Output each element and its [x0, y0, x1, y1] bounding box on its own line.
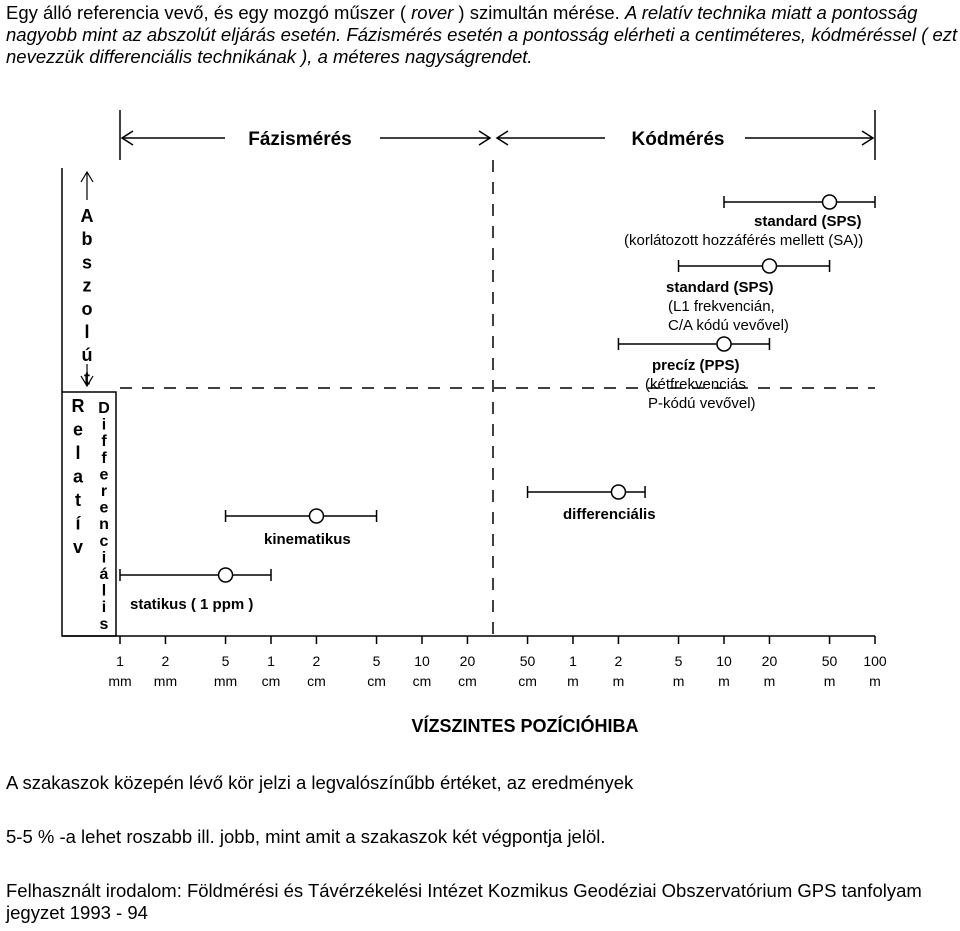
x-axis-title: VÍZSZINTES POZÍCIÓHIBA: [411, 716, 639, 736]
reference-text: Felhasznált irodalom: Földmérési és Távérzékelési Intézet Kozmikus Geodéziai Obszervatórium GPS tanfolyam jegyzet 1993 - 94: [6, 880, 922, 923]
x-tick-unit: m: [718, 673, 730, 689]
relative-letter: a: [72, 466, 84, 487]
relative-letter: v: [72, 537, 84, 557]
x-tick-number: 20: [761, 653, 778, 669]
relative-letter: R: [71, 396, 85, 416]
x-tick-number: 5: [372, 653, 381, 669]
differential-letter: f: [101, 433, 107, 451]
x-tick-unit: m: [567, 673, 579, 689]
range-center-circle: [717, 337, 731, 351]
differential-letter: s: [99, 615, 109, 633]
code-label: Kódmérés: [631, 129, 725, 150]
x-tick-unit: cm: [307, 673, 326, 689]
x-tick-number: 2: [161, 653, 170, 669]
accuracy-ranges: [120, 195, 875, 613]
x-tick-number: 5: [221, 653, 230, 669]
absolute-letter: z: [82, 275, 92, 296]
range-label: statikus ( 1 ppm ): [130, 596, 254, 613]
x-tick-unit: m: [869, 673, 881, 689]
differential-letter: f: [101, 449, 107, 467]
x-tick-number: 10: [716, 653, 732, 669]
range-center-circle: [611, 485, 625, 499]
x-tick-unit: cm: [261, 673, 281, 689]
x-tick-unit: cm: [458, 673, 477, 689]
differential-letter: i: [101, 549, 107, 567]
range-0: [624, 195, 875, 249]
x-tick-unit: m: [823, 673, 836, 689]
x-tick-unit: cm: [412, 673, 432, 689]
range-label: (L1 frekvencián,: [668, 298, 775, 315]
relative-letter: t: [75, 490, 81, 510]
phase-label: Fázismérés: [248, 129, 352, 150]
x-tick-number: 5: [674, 653, 683, 669]
x-tick-number: 100: [863, 653, 887, 669]
range-label: C/A kódú vevővel): [668, 317, 789, 334]
x-tick-unit: m: [672, 673, 685, 689]
x-tick-unit: cm: [367, 673, 386, 689]
differential-letter: i: [101, 599, 107, 617]
x-tick-unit: m: [612, 673, 625, 689]
absolute-vertical-label: [81, 206, 94, 388]
range-label: standard (SPS): [666, 279, 774, 296]
intro-italic: A relatív technika miatt a pontosság nagyobb mint az abszolút eljárás esetén. Fázismérés esetén a pontosság elérheti a centiméteres, kódméréssel ( ezt nevezzük differenciális technikának ), a méteres nagyságrendet.: [6, 2, 958, 67]
range-center-circle: [823, 195, 837, 209]
x-tick-number: 1: [569, 653, 577, 669]
range-label: P-kódú vevővel): [648, 395, 756, 412]
x-tick-unit: mm: [213, 673, 238, 689]
range-1: [666, 259, 830, 334]
differential-letter: i: [101, 416, 107, 434]
range-4: [226, 509, 377, 548]
x-tick-number: 1: [116, 653, 124, 669]
relative-letter: í: [75, 513, 81, 534]
range-label: precíz (PPS): [652, 357, 740, 374]
x-tick-number: 50: [519, 653, 536, 669]
intro-paragraph: [6, 2, 958, 68]
relative-letter: e: [72, 419, 84, 440]
absolute-letter: b: [81, 229, 93, 250]
differential-letter: r: [100, 483, 108, 500]
differential-letter: D: [98, 400, 110, 417]
range-label: kinematikus: [264, 531, 351, 548]
x-tick-unit: m: [763, 673, 776, 689]
range-5: [120, 568, 271, 613]
x-tick-number: 50: [821, 653, 838, 669]
absolute-letter: l: [84, 322, 90, 342]
x-tick-number: 2: [614, 653, 623, 669]
x-tick-number: 2: [312, 653, 321, 669]
range-center-circle: [309, 509, 323, 523]
absolute-letter: t: [84, 368, 90, 389]
x-tick-number: 10: [414, 653, 430, 669]
note-line-2: 5-5 % -a lehet roszabb ill. jobb, mint amit a szakaszok két végpontja jelöl.: [6, 826, 606, 847]
differential-letter: c: [99, 532, 109, 550]
range-label: (kétfrekvenciás: [645, 376, 746, 393]
differential-vertical-label: [98, 400, 110, 633]
intro-part1: Egy álló referencia vevő, és egy mozgó műszer (: [6, 2, 412, 23]
range-2: [618, 337, 769, 412]
absolute-letter: o: [81, 298, 93, 319]
note-line-1: A szakaszok közepén lévő kör jelzi a legvalószínűbb értéket, az eredmények: [6, 772, 634, 793]
range-label: standard (SPS): [754, 213, 862, 230]
x-tick-unit: mm: [153, 673, 178, 689]
range-center-circle: [219, 568, 233, 582]
accuracy-diagram: [0, 96, 960, 746]
relative-vertical-label: [72, 396, 85, 557]
x-tick-unit: cm: [518, 673, 537, 689]
intro-part2: ) szimultán mérése.: [453, 2, 625, 23]
relative-letter: l: [75, 443, 81, 463]
differential-letter: e: [99, 499, 109, 517]
range-center-circle: [762, 259, 776, 273]
x-tick-unit: mm: [108, 673, 132, 689]
x-axis-ticks: [108, 636, 887, 689]
absolute-letter: ú: [81, 345, 93, 366]
intro-rover: rover: [411, 2, 454, 23]
differential-letter: l: [101, 582, 107, 600]
differential-letter: e: [99, 466, 109, 484]
differential-letter: á: [99, 566, 109, 583]
x-tick-number: 20: [459, 653, 476, 669]
x-tick-number: 1: [267, 653, 275, 669]
range-3: [528, 485, 656, 523]
absolute-letter: s: [81, 252, 93, 273]
range-label: (korlátozott hozzáférés mellett (SA)): [624, 232, 864, 249]
range-label: differenciális: [563, 506, 656, 523]
differential-letter: n: [99, 516, 109, 534]
absolute-letter: A: [80, 206, 94, 226]
